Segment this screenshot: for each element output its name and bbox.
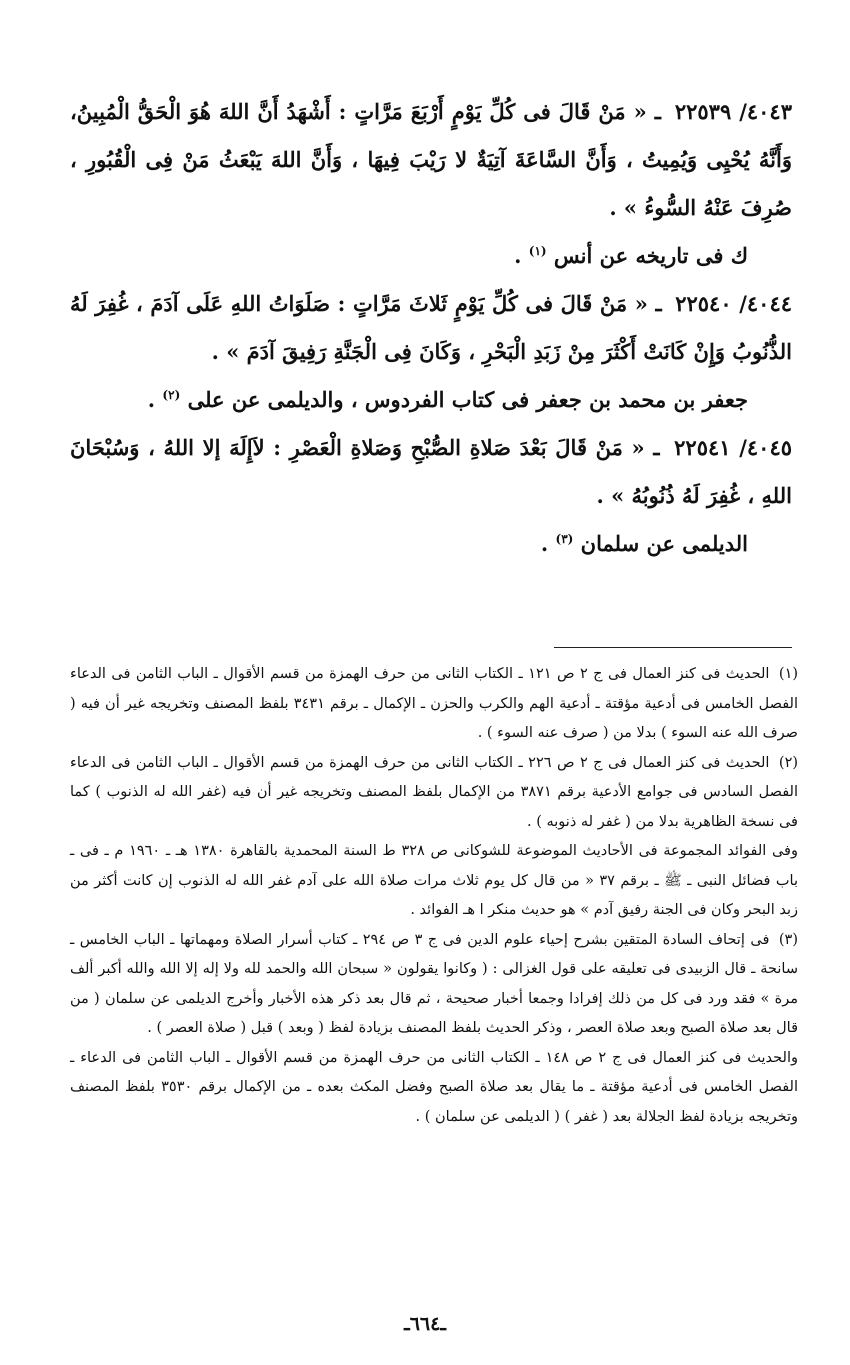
hadith-text: ـ « مَنْ قَالَ بَعْدَ صَلاةِ الصُّبْحِ وَصَلاةِ الْعَصْرِ : لاَإِلَهَ إلا اللهُ ، وَسُبْحَانَ اللهِ ، غُفِرَ لَهُ ذُنُوبُهُ » . [70,435,792,508]
footnote-1 [70,660,798,749]
source-text: ك فى تاريخه عن أنس [553,243,748,268]
footnote-3 [70,926,798,1044]
footnote-text: فى إتحاف السادة المتقين بشرح إحياء علوم الدين فى ج ٣ ص ٢٩٤ ـ كتاب أسرار الصلاة ومهماتها ـ الباب الخامس ـ سانحة ـ قال الزبيدى فى تعليقه على قول الغزالى : ( وكانوا يقولون « سبحان الله والحمد لله ولا إله إلا الله والله أكبر ألف مرة » فقد ورد فى كل من ذلك إفرادا وجمعا أخبار صحيحة ، ثم قال بعد ذكر هذه الأخبار وأخرج الديلمى عن سلمان ( من قال بعد صلاة الصبح وبعد صلاة العصر ، وذكر الحديث بلفظ المصنف بزيادة لفظ ( وبعد ) قبل ( صلاة العصر ) . [70,931,798,1036]
hadith-text: ـ « مَنْ قَالَ فى كُلِّ يَوْمٍ أَرْبَعَ مَرَّاتٍ : أَشْهَدُ أَنَّ اللهَ هُوَ الْحَقُّ الْمُبِينُ، وَأَنَّهُ يُحْيِى وَيُمِيتُ ، وَأَنَّ السَّاعَةَ آتِيَةٌ لا رَيْبَ فِيهَا ، وَأَنَّ اللهَ يَبْعَثُ مَنْ فِى الْقُبُورِ ، صُرِفَ عَنْهُ السُّوءُ » . [70,99,792,220]
footnote-label: (٣) [778,931,799,948]
footnote-text: الحديث فى كنز العمال فى ج ٢ ص ١٢١ ـ الكتاب الثانى من حرف الهمزة من قسم الأقوال ـ الباب الثامن فى الدعاء الفصل الخامس فى أدعية مؤقتة ـ أدعية الهم والكرب والحزن ـ الإكمال ـ برقم ٣٤٣١ بلفظ المصنف وتخريجه غير أن فيه ( صرف الله عنه السوء ) بدلا من ( صرف عنه السوء ) . [70,666,798,741]
footnote-ref[interactable]: (١) [528,244,547,258]
footnote-text: الحديث فى كنز العمال فى ج ٢ ص ٢٢٦ ـ الكتاب الثانى من حرف الهمزة من قسم الأقوال ـ الباب الثامن فى الدعاء الفصل السادس فى جوامع الأدعية برقم ٣٨٧١ من الإكمال بلفظ المصنف وتخريجه غير أن فيه (غفر الله له الذنوب ) كما فى نسخة الظاهرية بدلا من ( غفر له ذنوبه ) . [70,754,798,830]
footnote-label: (٢) [778,754,799,771]
footnote-2 [70,749,798,838]
footnote-2-continued [70,837,798,926]
footnotes [70,660,798,1132]
hadith-source: جعفر بن محمد بن جعفر فى كتاب الفردوس ، والديلمى عن على $^{(٢)}$ . [147,387,748,412]
hadith-number: ٤٠٤٤/ ٢٢٥٤٠ [675,291,793,316]
footnote-text: والحديث فى كنز العمال فى ج ٢ ص ١٤٨ ـ الكتاب الثانى من حرف الهمزة من قسم الأقوال ـ الباب الثامن فى الدعاء ـ الفصل الخامس فى أدعية مؤقتة ـ ما يقال بعد صلاة الصبح وفضل المكث بعده ـ من الإكمال برقم ٣٥٣٠ بلفظ المصنف وتخريجه بزيادة لفظ الجلالة بعد ( غفر ) ( الديلمى عن سلمان ) . [70,1049,798,1125]
footnote-text: وفى الفوائد المجموعة فى الأحاديث الموضوعة للشوكانى ص ٣٢٨ ط السنة المحمدية بالقاهرة ١٣٨٠ هـ ـ ١٩٦٠ م ـ فى ـ باب فضائل النبى ـ ﷺ ـ برقم ٣٧ « من قال كل يوم ثلاث مرات صلاة الله على آدم غفر الله له الذنوب إن كانت أكثر من زبد البحر وكان فى الجنة رفيق آدم » هو حديث منكر ا هـ الفوائد . [70,843,798,918]
hadith-source: ك فى تاريخه عن أنس $^{(١)}$ . [514,243,748,268]
footnote-ref[interactable]: (٢) [162,388,181,402]
hadith-4045 [70,424,792,520]
hadith-number: ٤٠٤٥/ ٢٢٥٤١ [674,435,793,460]
hadith-source: الديلمى عن سلمان $^{(٣)}$ . [540,531,748,556]
footnote-label: (١) [778,666,799,682]
hadith-text: ـ « مَنْ قَالَ فى كُلِّ يَوْمٍ ثَلاثَ مَرَّاتٍ : صَلَوَاتُ اللهِ عَلَى آدَمَ ، غُفِرَ لَهُ الذُّنُوبُ وَإِنْ كَانَتْ أَكْثَرَ مِنْ زَبَدِ الْبَحْرِ ، وَكَانَ فِى الْجَنَّةِ رَفِيقَ آدَمَ » . [70,291,792,364]
footnote-divider [554,647,792,648]
hadith-number: ٤٠٤٣/ ٢٢٥٣٩ [674,99,792,124]
source-text: جعفر بن محمد بن جعفر فى كتاب الفردوس ، والديلمى عن على [187,387,748,412]
hadith-4043 [70,88,792,232]
main-text [70,88,792,568]
hadith-4044 [70,280,792,376]
page-number: ـ٦٦٤ـ [404,1313,446,1335]
footnote-ref[interactable]: (٣) [555,532,574,546]
footnote-3-continued [70,1044,798,1133]
source-text: الديلمى عن سلمان [580,531,748,556]
